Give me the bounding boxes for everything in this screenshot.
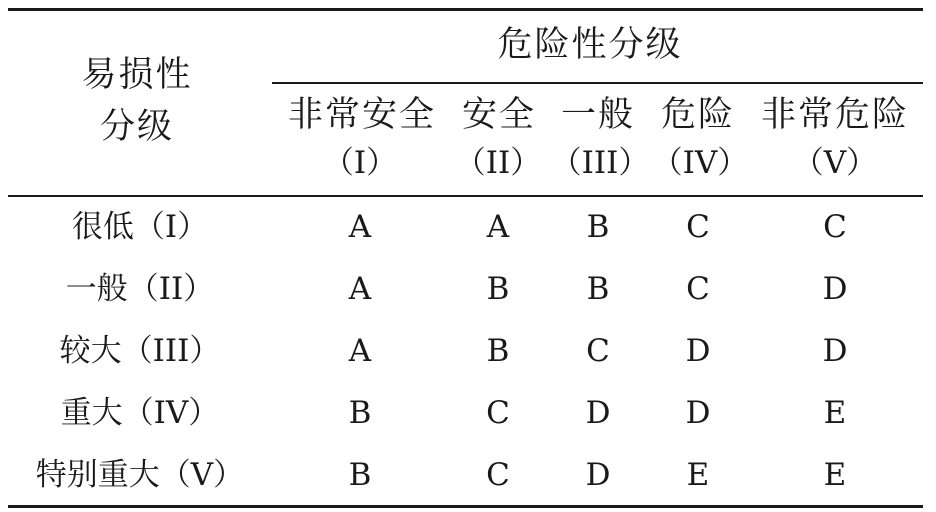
- column-code-v: （V）: [792, 145, 878, 181]
- table-cell: C: [586, 333, 610, 369]
- table-cell: A: [348, 333, 372, 369]
- table-cell: C: [686, 209, 710, 245]
- table-cell: A: [486, 209, 510, 245]
- column-code-iii: （III）: [550, 145, 650, 181]
- table-cell: B: [348, 457, 372, 493]
- table-cell: D: [822, 271, 848, 307]
- table-cell: B: [486, 333, 510, 369]
- table-cell: B: [586, 209, 610, 245]
- table-cell: B: [586, 271, 610, 307]
- row-header-line-1: 易损性: [81, 55, 193, 95]
- table-cell: C: [686, 271, 710, 307]
- column-code-iv: （IV）: [651, 145, 749, 181]
- table-cell: D: [822, 333, 848, 369]
- row-header-line-2: 分级: [99, 107, 174, 147]
- row-label-very-low: 很低（I）: [71, 209, 209, 245]
- table-cell: B: [348, 395, 372, 431]
- header-bottom-rule: [8, 195, 923, 197]
- group-header: 危险性分级: [497, 25, 683, 65]
- column-header-safe: 安全: [461, 95, 536, 135]
- table-cell: B: [486, 271, 510, 307]
- table-cell: D: [685, 395, 711, 431]
- table-cell: A: [348, 209, 372, 245]
- row-label-large: 较大（III）: [59, 333, 221, 369]
- table-top-rule: [8, 8, 923, 11]
- column-header-very-dangerous: 非常危险: [760, 95, 909, 135]
- table-cell: E: [823, 395, 847, 431]
- column-header-dangerous: 危险: [660, 95, 735, 135]
- row-label-general: 一般（II）: [65, 271, 215, 307]
- table-cell: A: [348, 271, 372, 307]
- table-bottom-rule: [8, 505, 923, 508]
- column-code-i: （I）: [322, 145, 398, 181]
- row-label-major: 重大（IV）: [60, 395, 220, 431]
- column-header-very-safe: 非常安全: [287, 95, 436, 135]
- table-cell: C: [486, 457, 510, 493]
- row-label-extremely-major: 特别重大（V）: [35, 457, 245, 493]
- table-cell: E: [823, 457, 847, 493]
- table-cell: E: [686, 457, 710, 493]
- table-cell: D: [685, 333, 711, 369]
- group-header-rule: [272, 82, 923, 84]
- table-cell: D: [585, 395, 611, 431]
- table-cell: C: [486, 395, 510, 431]
- table-cell: C: [823, 209, 847, 245]
- column-header-general: 一般: [560, 95, 635, 135]
- column-code-ii: （II）: [454, 145, 542, 181]
- table-cell: D: [585, 457, 611, 493]
